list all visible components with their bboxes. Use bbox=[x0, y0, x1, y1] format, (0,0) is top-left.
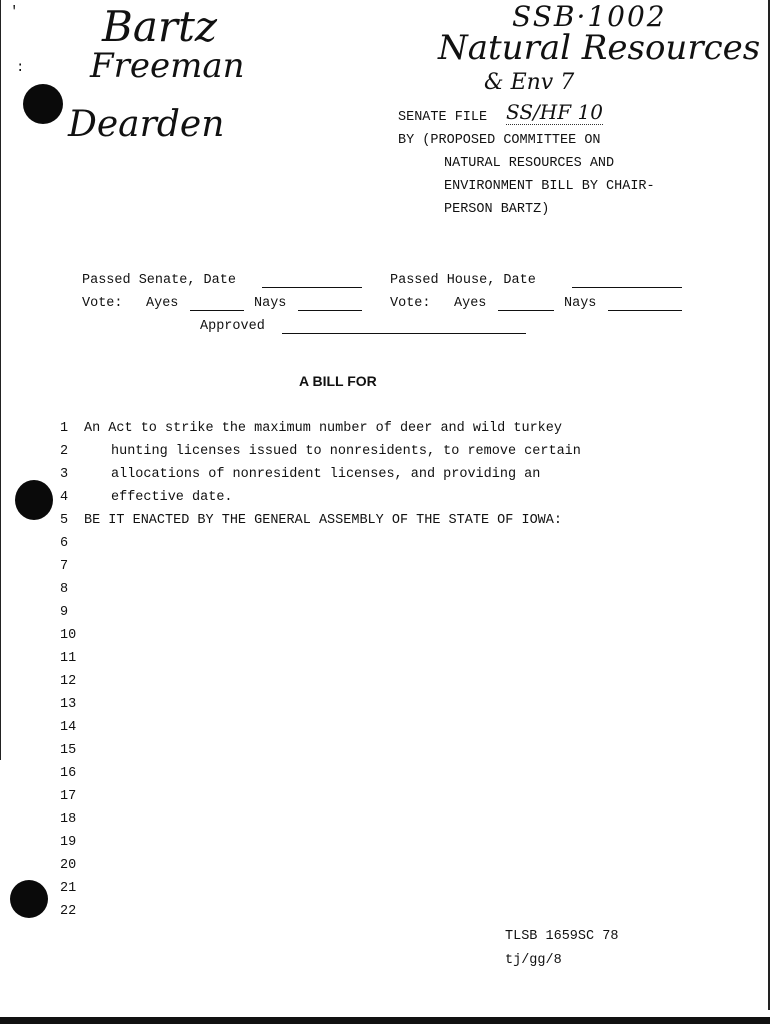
line-number: 3 bbox=[60, 467, 69, 482]
senate-ayes-label: Ayes bbox=[146, 296, 179, 311]
line-number: 4 bbox=[60, 490, 69, 505]
punch-hole-middle bbox=[15, 480, 53, 520]
line-number: 9 bbox=[60, 605, 69, 620]
senate-nays-blank[interactable] bbox=[298, 298, 362, 311]
line-number: 10 bbox=[60, 628, 77, 643]
house-nays-blank[interactable] bbox=[608, 298, 682, 311]
handwritten-name: Freeman bbox=[90, 46, 245, 86]
handwritten-senate-file-number: SS/HF 10 bbox=[506, 100, 603, 124]
line-number: 2 bbox=[60, 444, 69, 459]
by-line: ENVIRONMENT BILL BY CHAIR- bbox=[444, 179, 655, 194]
passed-senate-date-blank[interactable] bbox=[262, 275, 362, 288]
line-number: 21 bbox=[60, 881, 77, 896]
bill-line-text: BE IT ENACTED BY THE GENERAL ASSEMBLY OF THE STATE OF IOWA: bbox=[84, 513, 562, 528]
by-line: BY (PROPOSED COMMITTEE ON bbox=[398, 133, 601, 148]
line-number: 1 bbox=[60, 421, 69, 436]
approved-label: Approved bbox=[200, 319, 265, 334]
footer-code: TLSB 1659SC 78 bbox=[505, 929, 619, 944]
line-number: 8 bbox=[60, 582, 69, 597]
handwritten-name: Dearden bbox=[68, 104, 225, 145]
by-line: PERSON BARTZ) bbox=[444, 202, 550, 217]
page-edge-bottom bbox=[0, 1017, 770, 1024]
senate-vote-label: Vote: bbox=[82, 296, 123, 311]
line-number: 18 bbox=[60, 812, 77, 827]
line-number: 17 bbox=[60, 789, 77, 804]
line-number: 20 bbox=[60, 858, 77, 873]
line-number: 14 bbox=[60, 720, 77, 735]
line-number: 11 bbox=[60, 651, 77, 666]
line-number: 6 bbox=[60, 536, 69, 551]
line-number: 5 bbox=[60, 513, 69, 528]
handwritten-committee: Natural Resources bbox=[438, 28, 761, 68]
bill-line-text: hunting licenses issued to nonresidents, to remove certain bbox=[111, 444, 581, 459]
line-number: 22 bbox=[60, 904, 77, 919]
passed-house-date-blank[interactable] bbox=[572, 275, 682, 288]
line-number: 7 bbox=[60, 559, 69, 574]
house-ayes-blank[interactable] bbox=[498, 298, 554, 311]
handwritten-name: Bartz bbox=[102, 2, 217, 51]
passed-senate-label: Passed Senate, Date bbox=[82, 273, 236, 288]
footer-initials: tj/gg/8 bbox=[505, 953, 562, 968]
bill-line-text: allocations of nonresident licenses, and providing an bbox=[111, 467, 541, 482]
punch-hole-top bbox=[23, 84, 63, 124]
bill-line-text: An Act to strike the maximum number of deer and wild turkey bbox=[84, 421, 562, 436]
house-nays-label: Nays bbox=[564, 296, 597, 311]
bill-title: A BILL FOR bbox=[299, 373, 377, 389]
line-number: 13 bbox=[60, 697, 77, 712]
line-number: 16 bbox=[60, 766, 77, 781]
house-vote-label: Vote: bbox=[390, 296, 431, 311]
passed-house-label: Passed House, Date bbox=[390, 273, 536, 288]
senate-nays-label: Nays bbox=[254, 296, 287, 311]
by-line: NATURAL RESOURCES AND bbox=[444, 156, 615, 171]
handwritten-committee-sub: & Env 7 bbox=[484, 70, 575, 95]
line-number: 12 bbox=[60, 674, 77, 689]
line-number: 19 bbox=[60, 835, 77, 850]
approved-blank[interactable] bbox=[282, 321, 526, 334]
margin-mark: : bbox=[16, 60, 25, 76]
line-number: 15 bbox=[60, 743, 77, 758]
punch-hole-bottom bbox=[10, 880, 48, 918]
margin-mark: ' bbox=[10, 4, 19, 20]
house-ayes-label: Ayes bbox=[454, 296, 487, 311]
page-edge-left bbox=[0, 0, 1, 760]
handwritten-file-number: SSB·1002 bbox=[512, 0, 667, 33]
bill-line-text: effective date. bbox=[111, 490, 233, 505]
senate-ayes-blank[interactable] bbox=[190, 298, 244, 311]
senate-file-label: SENATE FILE bbox=[398, 110, 488, 125]
